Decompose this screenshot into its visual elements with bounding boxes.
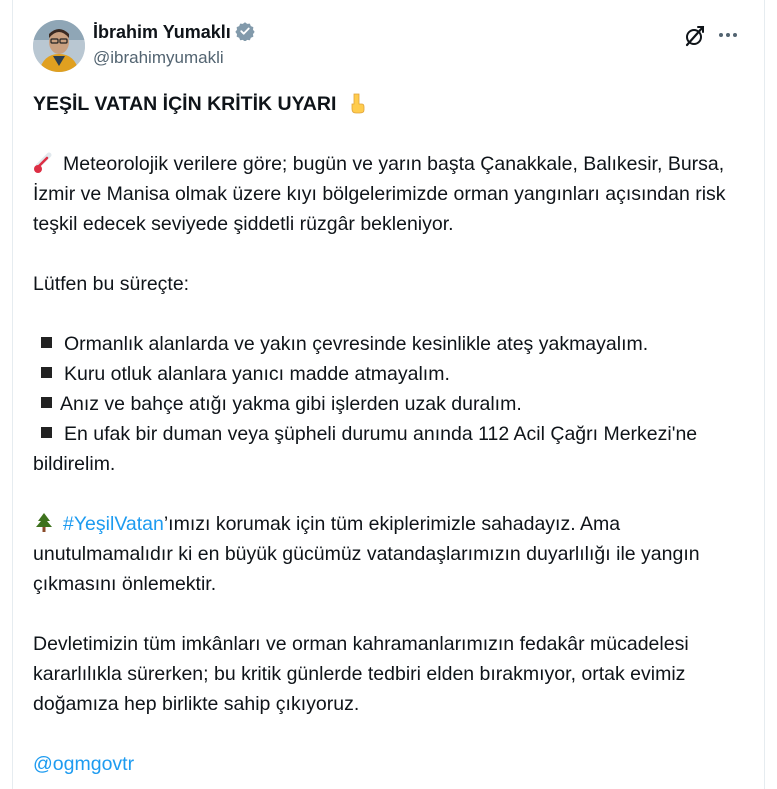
list-item: Kuru otluk alanlara yanıcı madde atmayalım. [33, 359, 748, 389]
author-handle[interactable]: @ibrahimyumakli [93, 48, 224, 67]
author-name[interactable]: İbrahim Yumaklı [93, 21, 255, 46]
hashtag-link[interactable]: #YeşilVatan [63, 513, 164, 535]
tweet-text [33, 89, 748, 779]
grok-icon[interactable] [683, 24, 707, 48]
avatar-image [33, 20, 85, 72]
tweet-card [12, 0, 765, 789]
backhand-index-pointing-down-emoji [346, 92, 368, 114]
tweet-title: YEŞİL VATAN İÇİN KRİTİK UYARI [33, 89, 748, 119]
bullet-square-icon [41, 397, 52, 408]
bullet-square-icon [41, 367, 52, 378]
list-item: En ufak bir duman veya şüpheli durumu anında 112 Acil Çağrı Merkezi'ne bildirelim. [33, 423, 698, 475]
verified-badge-icon [235, 21, 255, 46]
evergreen-tree-emoji [33, 512, 55, 534]
thermometer-emoji [33, 152, 55, 174]
mention-link[interactable]: @ogmgovtr [33, 753, 135, 775]
intro-paragraph: Meteorolojik verilere göre; bugün ve yarın başta Çanakkale, Balıkesir, Bursa, İzmir ve Manisa olmak üzere kıyı bölgelerimizde orman yangınları açısından risk teşkil edecek seviyede şiddetli rüzgâr bekleniyor. [33, 153, 726, 235]
more-options-icon[interactable] [715, 22, 741, 48]
list-item: Ormanlık alanlarda ve yakın çevresinde kesinlikle ateş yakmayalım. [33, 329, 748, 359]
bullet-square-icon [41, 427, 52, 438]
list-item: Anız ve bahçe atığı yakma gibi işlerden uzak duralım. [33, 389, 748, 419]
avatar[interactable] [33, 20, 85, 72]
bullet-square-icon [41, 337, 52, 348]
closing-paragraph: Devletimizin tüm imkânları ve orman kahramanlarımızın fedakâr mücadelesi kararlılıkla sürerken; bu kritik günlerde tedbiri elden bırakmıyor, ortak evimiz doğamıza hep birlikte sahip çıkıyoruz. [33, 633, 689, 715]
lead-text: Lütfen bu süreçte: [33, 273, 190, 295]
hashtag-paragraph: #YeşilVatan’ımızı korumak için tüm ekiplerimizle sahadayız. Ama unutulmamalıdır ki en büyük gücümüz vatandaşlarımızın duyarlılığı ile yangın çıkmasını önlemektir. [33, 513, 700, 595]
